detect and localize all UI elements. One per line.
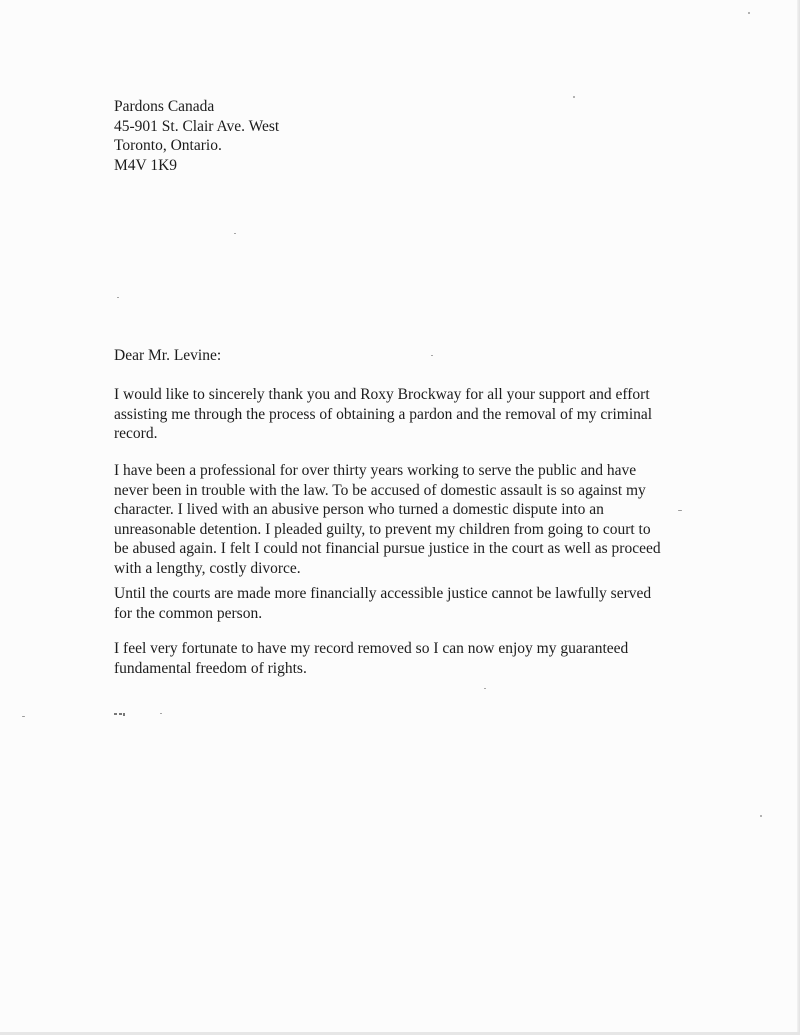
scan-speck	[117, 297, 119, 298]
text-line: with a lengthy, costly divorce.	[114, 559, 301, 577]
salutation: Dear Mr. Levine:	[114, 347, 222, 364]
text-line: I would like to sincerely thank you and Roxy Brockway for all your support and effort	[114, 386, 650, 403]
text-line: unreasonable detention. I pleaded guilty, to prevent my children from going to court to	[114, 520, 651, 538]
scan-speck	[760, 815, 762, 817]
paragraph-closing	[114, 639, 694, 678]
address-line: M4V 1K9	[114, 156, 178, 174]
recipient-address	[114, 97, 279, 175]
text-line: for the common person.	[114, 604, 263, 622]
text-line: I have been a professional for over thirty years working to serve the public and have	[114, 462, 637, 479]
scan-speck	[234, 233, 236, 234]
scan-speck	[573, 96, 575, 98]
scan-speck	[431, 355, 433, 356]
scan-speck	[748, 12, 750, 14]
address-line: 45-901 St. Clair Ave. West	[114, 117, 280, 135]
text-line: character. I lived with an abusive person who turned a domestic dispute into an	[114, 501, 604, 518]
text-line: I feel very fortunate to have my record removed so I can now enjoy my guaranteed	[114, 640, 629, 657]
scan-speck	[484, 688, 486, 689]
text-line: never been in trouble with the law. To be accused of domestic assault is so against my	[114, 481, 646, 499]
text-line: record.	[114, 425, 158, 442]
address-line: Toronto, Ontario.	[114, 137, 222, 154]
scan-speck	[160, 713, 162, 714]
paragraph-thanks	[114, 385, 694, 444]
address-line: Pardons Canada	[114, 98, 215, 115]
text-line: Until the courts are made more financially accessible justice cannot be lawfully served	[114, 585, 652, 602]
text-line: fundamental freedom of rights.	[114, 659, 307, 677]
text-line: be abused again. I felt I could not financial pursue justice in the court as well as proceed	[114, 540, 661, 557]
paragraph-courts	[114, 584, 694, 623]
scan-speck	[678, 510, 682, 511]
scan-speck	[22, 716, 25, 717]
text-line: assisting me through the process of obtaining a pardon and the removal of my criminal	[114, 405, 653, 423]
paragraph-background	[114, 461, 694, 578]
signature-mark	[114, 713, 126, 716]
